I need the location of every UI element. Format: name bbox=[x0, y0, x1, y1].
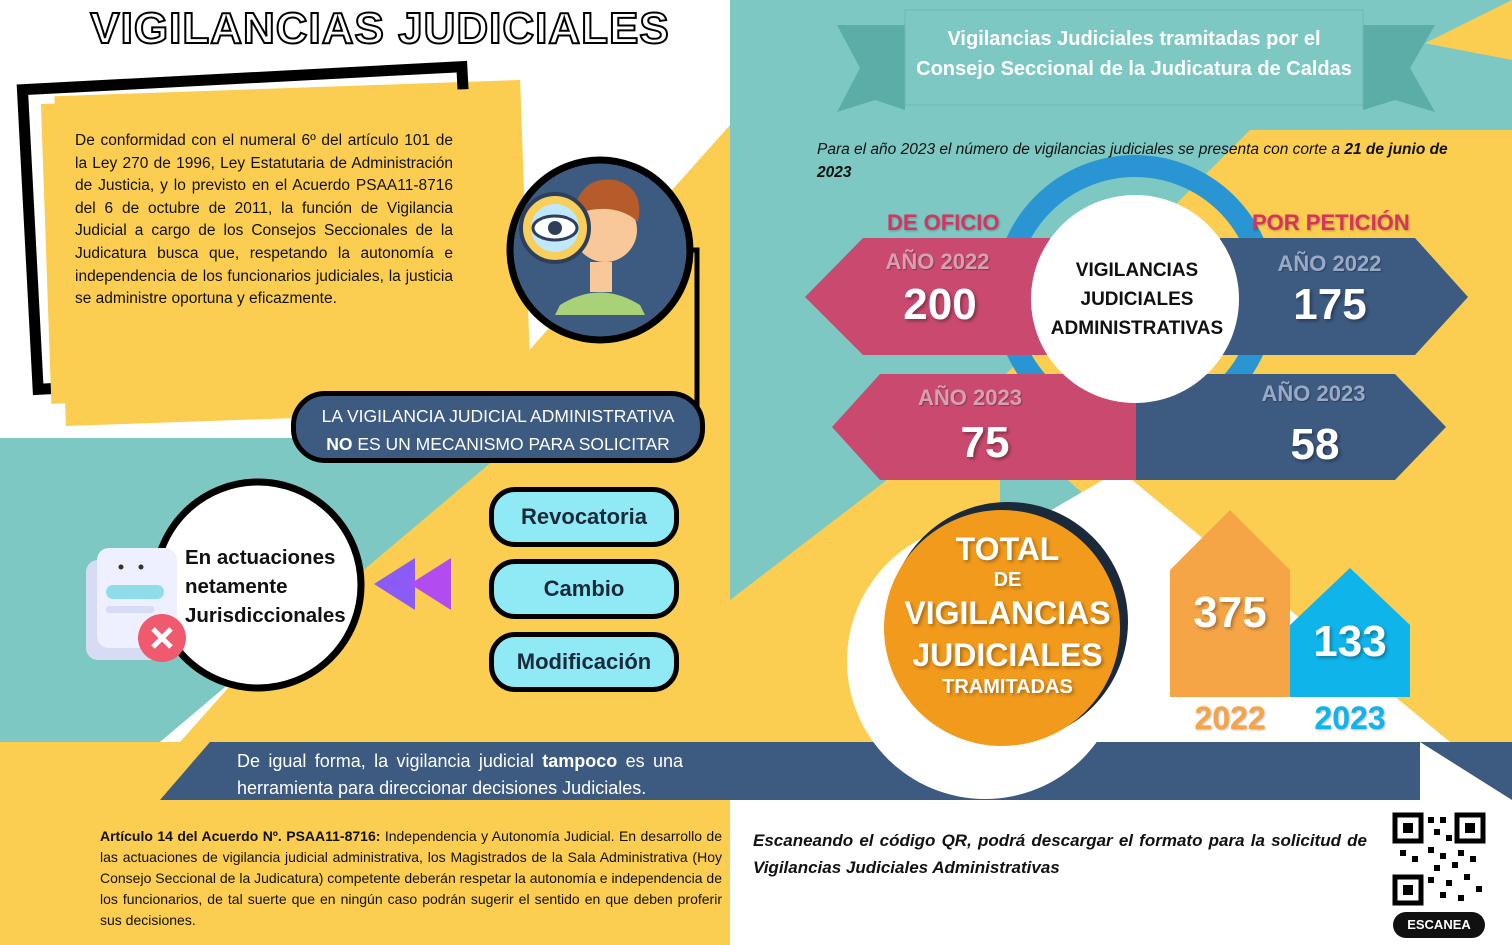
page-title: VIGILANCIAS JUDICIALES bbox=[90, 4, 670, 53]
cut-note-text: Para el año 2023 el número de vigilancias judiciales se presenta con corte a bbox=[817, 141, 1345, 158]
center-label: VIGILANCIAS JUDICIALES ADMINISTRATIVAS bbox=[1050, 260, 1224, 339]
articulo-text bbox=[100, 826, 722, 931]
banner-line2: Consejo Seccional de la Judicatura de Caldas bbox=[916, 58, 1352, 80]
not-mechanism-rest: ES UN MECANISMO PARA SOLICITAR bbox=[352, 434, 670, 454]
intro-text: De conformidad con el numeral 6º del artículo 101 de la Ley 270 de 1996, Ley Estatutaria de Administración de Justicia, y lo previsto en el Acuerdo PSAA11-8716 del 6 de octubre de 2011, la función de Vigilancia Judicial a cargo de los Consejos Seccionales de la Judicatura busca que, respetando la autonomía e independencia de los funcionarios judiciales, la justicia se administre oportuna y eficazmente. bbox=[75, 132, 453, 308]
peticion-2022-value: 175 bbox=[1293, 280, 1367, 329]
category-por-peticion: POR PETICIÓN bbox=[1252, 210, 1410, 235]
qr-instructions: Escaneando el código QR, podrá descargar el formato para la solicitud de Vigilancias Judiciales Administrativas bbox=[753, 831, 1367, 877]
total-line1: TOTAL bbox=[955, 531, 1060, 567]
peticion-2023-label: AÑO 2023 bbox=[1261, 381, 1366, 406]
not-mechanism-line2 bbox=[296, 430, 700, 458]
not-emphasis: NO bbox=[326, 434, 353, 454]
articulo-heading: Artículo 14 del Acuerdo Nº. PSAA11-8716: bbox=[100, 828, 381, 844]
total-line2: DE bbox=[993, 569, 1022, 591]
not-mechanism-line1: LA VIGILANCIA JUDICIAL ADMINISTRATIVA bbox=[321, 406, 675, 426]
tampoco-before: De igual forma, la vigilancia judicial bbox=[237, 751, 543, 771]
oficio-2022-label: AÑO 2022 bbox=[885, 249, 990, 274]
oficio-2022-value: 200 bbox=[903, 280, 977, 329]
total-line4: JUDICIALES bbox=[912, 637, 1103, 673]
qr-code[interactable] bbox=[1393, 813, 1485, 905]
peticion-2022-label: AÑO 2022 bbox=[1277, 251, 1382, 276]
not-mechanism-box bbox=[291, 391, 705, 463]
jurisdiccionales-text: En actuaciones netamente Jurisdiccionales bbox=[185, 546, 346, 627]
tampoco-after: es una herramienta para direccionar decisiones Judiciales. bbox=[237, 751, 683, 798]
total-2023-value: 133 bbox=[1313, 617, 1387, 666]
total-2022-year: 2022 bbox=[1194, 700, 1266, 736]
total-label bbox=[895, 530, 1120, 698]
tampoco-text bbox=[237, 748, 683, 802]
option-revocatoria: Revocatoria bbox=[489, 487, 679, 547]
total-line3: VIGILANCIAS bbox=[904, 595, 1111, 631]
stats-banner bbox=[905, 24, 1363, 84]
articulo-body: Independencia y Autonomía Judicial. En desarrollo de las actuaciones de vigilancia judicial administrativa, los Magistrados de la Sala Administrativa (Hoy Consejo Seccional de la Judicatura) competente deberán respetar la autonomía e independencia de los funcionarios, de tal suerte que en ningún caso podrán sugerir el sentido en que deben proferir sus decisiones. bbox=[100, 828, 722, 928]
option-cambio: Cambio bbox=[489, 559, 679, 619]
banner-line1: Vigilancias Judiciales tramitadas por el bbox=[947, 28, 1321, 50]
cut-note-date: 21 de junio de 2023 bbox=[817, 141, 1448, 181]
peticion-2023-value: 58 bbox=[1290, 420, 1340, 469]
oficio-2023-value: 75 bbox=[960, 418, 1010, 467]
total-2022-value: 375 bbox=[1193, 588, 1267, 637]
total-2023-year: 2023 bbox=[1314, 700, 1386, 736]
escanea-badge: ESCANEA bbox=[1393, 912, 1485, 938]
tampoco-emphasis: tampoco bbox=[542, 751, 618, 771]
cut-note bbox=[817, 138, 1457, 184]
option-modificacion: Modificación bbox=[489, 632, 679, 692]
category-de-oficio: DE OFICIO bbox=[887, 210, 1000, 235]
total-line5: TRAMITADAS bbox=[942, 676, 1073, 698]
oficio-2023-label: AÑO 2023 bbox=[918, 385, 1022, 410]
